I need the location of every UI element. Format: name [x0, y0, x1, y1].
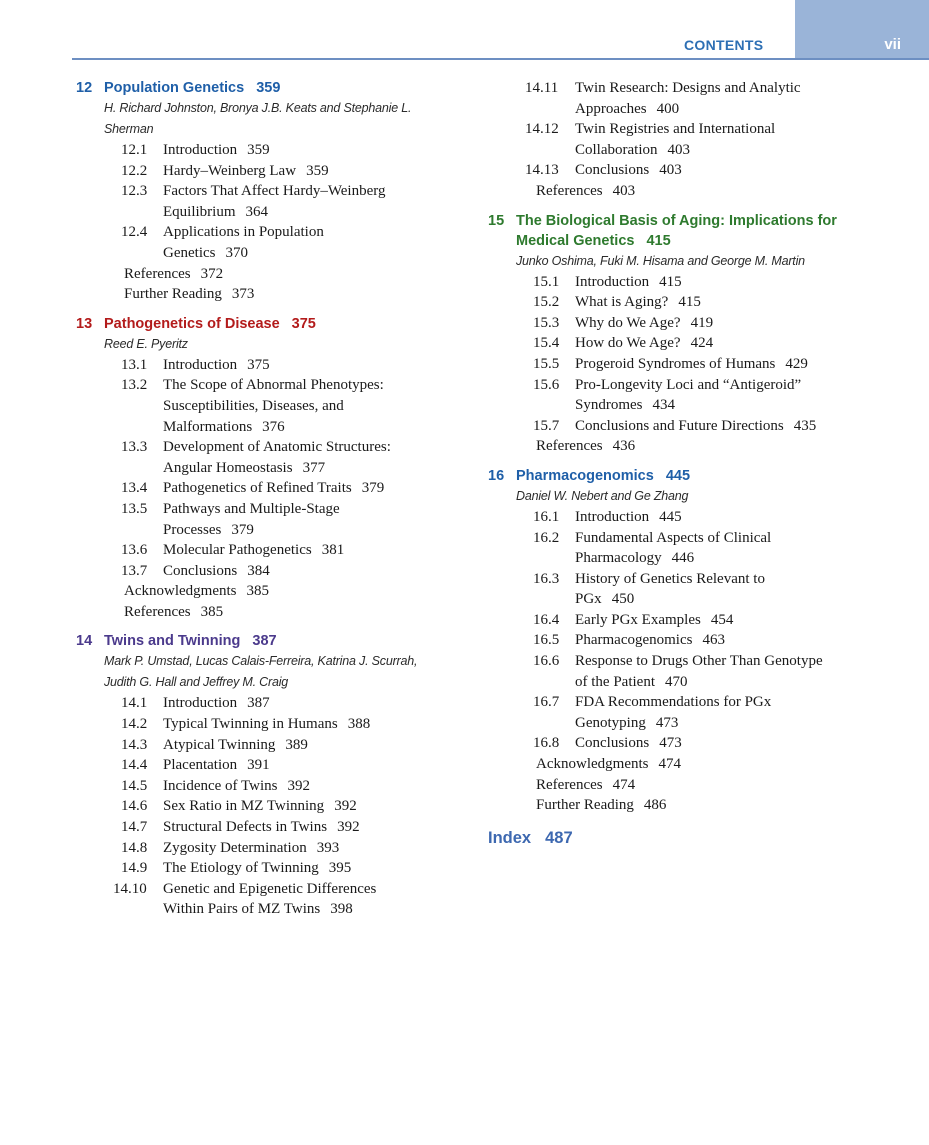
chapter-number: 16 — [488, 467, 505, 484]
section-number: 14.6 — [121, 798, 148, 815]
section-number: 14.12 — [525, 121, 559, 138]
section-page: 470 — [664, 673, 688, 690]
section-number: 15.6 — [533, 376, 560, 393]
section-title: Incidence of Twins — [163, 777, 278, 794]
section-page: 400 — [656, 100, 680, 117]
chapter-page: 445 — [665, 467, 691, 484]
toc-section-entry[interactable] — [76, 879, 456, 920]
section-page: 388 — [347, 716, 371, 733]
section-page: 379 — [361, 480, 385, 497]
section-title: What is Aging? — [575, 294, 669, 311]
section-title: Genotyping — [575, 714, 646, 731]
section-page: 384 — [247, 562, 270, 579]
toc-backmatter-entry[interactable] — [76, 264, 456, 285]
toc-section-entry[interactable] — [76, 437, 456, 478]
section-number: 15.2 — [533, 294, 560, 311]
section-title: Introduction — [163, 142, 238, 158]
section-title: The Etiology of Twinning — [163, 860, 319, 877]
index-page: 487 — [545, 828, 573, 847]
toc-section-entry[interactable] — [488, 313, 888, 334]
section-title: Introduction — [163, 356, 238, 373]
section-title: History of Genetics Relevant to — [575, 570, 765, 587]
toc-section-entry[interactable] — [76, 375, 456, 437]
toc-section-entry[interactable] — [76, 181, 456, 222]
section-number: 16.2 — [533, 529, 560, 546]
section-page: 473 — [655, 714, 679, 731]
toc-section-entry[interactable] — [488, 569, 888, 610]
toc-section-entry[interactable] — [76, 478, 456, 499]
toc-section-entry[interactable] — [76, 140, 456, 161]
section-title: Factors That Affect Hardy–Weinberg — [163, 183, 386, 200]
section-number: 15.4 — [533, 335, 560, 352]
section-number: 14.1 — [121, 695, 148, 712]
backmatter-label: Further Reading — [124, 286, 222, 303]
chapter-number: 14 — [76, 633, 93, 650]
section-title: Early PGx Examples — [575, 611, 701, 628]
section-title: Collaboration — [575, 141, 658, 158]
section-title: Response to Drugs Other Than Genotype — [575, 653, 823, 670]
section-title: Twin Registries and International — [575, 121, 776, 138]
section-title: Pathways and Multiple-Stage — [163, 500, 340, 517]
author-line: Daniel W. Nebert and Ge Zhang — [516, 488, 689, 503]
backmatter-page: 474 — [658, 756, 681, 773]
section-title: of the Patient — [575, 673, 655, 690]
backmatter-page: 474 — [612, 776, 636, 793]
section-page: 391 — [247, 757, 270, 774]
section-page: 392 — [334, 798, 357, 815]
section-title: PGx — [575, 591, 602, 608]
section-page: 446 — [671, 550, 695, 567]
toc-backmatter-entry[interactable] — [488, 795, 888, 816]
chapter-block — [76, 78, 456, 305]
section-number: 14.11 — [525, 80, 559, 96]
toc-section-entry[interactable] — [488, 416, 888, 437]
toc-section-entry[interactable] — [488, 354, 888, 375]
backmatter-page: 372 — [200, 265, 224, 282]
section-title: Twin Research: Designs and Analytic — [575, 80, 801, 96]
page-number: vii — [884, 36, 901, 53]
section-title: Applications in Population — [163, 224, 324, 241]
section-title: Placentation — [163, 757, 238, 774]
backmatter-label: References — [536, 182, 603, 199]
section-number: 12.1 — [121, 142, 148, 158]
section-title: Development of Anatomic Structures: — [163, 439, 391, 456]
section-title: Susceptibilities, Diseases, and — [163, 397, 344, 414]
section-title: Zygosity Determination — [163, 839, 307, 856]
section-number: 13.4 — [121, 480, 148, 497]
backmatter-page: 436 — [612, 438, 636, 455]
chapter-number: 12 — [76, 80, 93, 96]
section-page: 375 — [247, 356, 270, 373]
chapter-authors — [488, 486, 888, 507]
chapter-title-text: Population Genetics — [104, 80, 245, 96]
section-page: 392 — [287, 777, 310, 794]
chapter-page: 375 — [291, 315, 316, 332]
section-title: Malformations — [163, 418, 253, 435]
toc-section-entry[interactable] — [76, 161, 456, 182]
section-number: 16.4 — [533, 611, 560, 628]
toc-section-entry[interactable] — [76, 817, 456, 838]
toc-backmatter-entry[interactable] — [76, 284, 456, 305]
index-label: Index — [488, 828, 532, 847]
section-title: Genetic and Epigenetic Differences — [163, 880, 377, 897]
section-page: 387 — [247, 695, 270, 712]
section-number: 14.3 — [121, 736, 148, 753]
toc-backmatter-entry[interactable] — [488, 775, 888, 796]
toc-section-entry[interactable] — [488, 78, 888, 119]
author-line: Sherman — [104, 122, 154, 136]
toc-section-entry[interactable] — [488, 160, 888, 181]
toc-section-entry[interactable] — [76, 796, 456, 817]
section-page: 419 — [690, 314, 714, 331]
toc-section-entry[interactable] — [76, 355, 456, 376]
section-title: Conclusions — [575, 162, 650, 179]
section-number: 14.13 — [525, 162, 559, 179]
author-line: Junko Oshima, Fuki M. Hisama and George M. Martin — [516, 253, 805, 268]
section-page: 364 — [245, 203, 268, 220]
section-number: 15.5 — [533, 355, 560, 372]
section-number: 14.10 — [113, 880, 147, 897]
section-number: 16.6 — [533, 653, 560, 670]
chapter-title-text: The Biological Basis of Aging: Implications for Medical Genetics — [516, 212, 837, 249]
section-page: 379 — [231, 521, 254, 538]
chapter-block — [76, 631, 456, 920]
chapter-block-continued — [488, 78, 888, 202]
section-page: 434 — [652, 397, 675, 414]
toc-section-entry[interactable] — [488, 292, 888, 313]
section-title: Introduction — [575, 508, 650, 525]
toc-section-entry[interactable] — [488, 119, 888, 160]
toc-section-entry[interactable] — [488, 272, 888, 293]
section-number: 14.9 — [121, 860, 148, 877]
section-page: 403 — [667, 141, 690, 158]
section-title: Typical Twinning in Humans — [163, 716, 338, 733]
toc-section-entry[interactable] — [488, 733, 888, 754]
backmatter-page: 385 — [246, 583, 269, 600]
toc-section-entry[interactable] — [76, 561, 456, 582]
section-number: 16.5 — [533, 632, 560, 649]
section-page: 393 — [316, 839, 340, 856]
section-number: 13.1 — [121, 356, 148, 373]
chapter-title[interactable] — [488, 466, 888, 486]
chapter-authors — [76, 98, 456, 140]
section-number: 13.3 — [121, 439, 148, 456]
backmatter-page: 373 — [231, 286, 255, 303]
section-title: How do We Age? — [575, 335, 681, 352]
chapter-page: 387 — [252, 633, 277, 650]
toc-section-entry[interactable] — [76, 714, 456, 735]
chapter-title[interactable] — [76, 314, 456, 334]
folio-box — [795, 0, 929, 58]
section-number: 16.3 — [533, 570, 560, 587]
section-title: Hardy–Weinberg Law — [163, 162, 297, 179]
section-page: 377 — [302, 459, 326, 476]
header-rule — [72, 58, 929, 60]
author-line: H. Richard Johnston, Bronya J.B. Keats and Stephanie L. — [104, 101, 412, 115]
section-title: Genetics — [163, 244, 216, 261]
section-number: 14.8 — [121, 839, 148, 856]
toc-backmatter-entry[interactable] — [76, 602, 456, 623]
section-number: 16.8 — [533, 735, 560, 752]
section-title: Conclusions and Future Directions — [575, 417, 784, 434]
section-title: Syndromes — [575, 397, 643, 414]
chapter-title[interactable] — [488, 211, 888, 251]
section-number: 13.5 — [121, 500, 148, 517]
backmatter-page: 403 — [612, 182, 636, 199]
toc-backmatter-entry[interactable] — [488, 436, 888, 457]
section-page: 429 — [785, 355, 808, 372]
section-page: 463 — [702, 632, 725, 649]
toc-section-entry[interactable] — [76, 222, 456, 263]
section-title: Pharmacogenomics — [575, 632, 693, 649]
toc-section-entry[interactable] — [488, 333, 888, 354]
index-entry[interactable] — [488, 827, 888, 849]
section-number: 16.7 — [533, 694, 560, 711]
backmatter-label: Further Reading — [536, 797, 634, 814]
backmatter-page: 486 — [643, 797, 667, 814]
toc-section-entry[interactable] — [488, 651, 888, 692]
section-number: 13.6 — [121, 542, 148, 559]
running-head: CONTENTS — [684, 37, 764, 53]
section-title: Pharmacology — [575, 550, 662, 567]
section-title: FDA Recommendations for PGx — [575, 694, 772, 711]
section-number: 13.2 — [121, 377, 148, 394]
toc-section-entry[interactable] — [76, 776, 456, 797]
section-title: Pro-Longevity Loci and “Antigeroid” — [575, 376, 802, 393]
section-page: 398 — [330, 901, 353, 918]
section-title: Structural Defects in Twins — [163, 819, 328, 836]
backmatter-label: References — [536, 776, 603, 793]
section-title: Why do We Age? — [575, 314, 681, 331]
backmatter-label: Acknowledgments — [124, 583, 237, 600]
section-title: The Scope of Abnormal Phenotypes: — [163, 377, 384, 394]
section-number: 14.2 — [121, 716, 148, 733]
section-number: 13.7 — [121, 562, 148, 579]
section-title: Equilibrium — [163, 203, 236, 220]
toc-section-entry[interactable] — [488, 610, 888, 631]
chapter-title[interactable] — [76, 78, 456, 98]
section-page: 450 — [611, 591, 635, 608]
author-line: Judith G. Hall and Jeffrey M. Craig — [104, 675, 289, 690]
section-title: Conclusions — [163, 562, 238, 579]
section-page: 359 — [247, 142, 270, 158]
section-number: 15.1 — [533, 273, 560, 290]
section-number: 12.3 — [121, 183, 148, 200]
section-number: 15.3 — [533, 314, 560, 331]
chapter-authors — [76, 334, 456, 355]
toc-section-entry[interactable] — [488, 692, 888, 733]
toc-section-entry[interactable] — [488, 507, 888, 528]
toc-section-entry[interactable] — [76, 838, 456, 859]
section-page: 392 — [337, 819, 360, 836]
section-number: 14.7 — [121, 819, 148, 836]
author-line: Mark P. Umstad, Lucas Calais-Ferreira, Katrina J. Scurrah, — [104, 654, 418, 669]
section-page: 415 — [678, 294, 701, 311]
section-number: 15.7 — [533, 417, 560, 434]
section-title: Progeroid Syndromes of Humans — [575, 355, 776, 372]
chapter-block — [488, 466, 888, 816]
section-page: 454 — [710, 611, 734, 628]
toc-section-entry[interactable] — [76, 540, 456, 561]
backmatter-label: References — [536, 438, 603, 455]
backmatter-label: References — [124, 265, 191, 282]
section-title: Atypical Twinning — [163, 736, 276, 753]
section-page: 424 — [690, 335, 714, 352]
section-number: 12.2 — [121, 162, 148, 179]
section-title: Approaches — [575, 100, 647, 117]
toc-section-entry[interactable] — [76, 755, 456, 776]
toc-column-left — [76, 78, 456, 920]
section-title: Within Pairs of MZ Twins — [163, 901, 321, 918]
section-number: 14.4 — [121, 757, 148, 774]
toc-section-entry[interactable] — [76, 735, 456, 756]
chapter-title-text: Twins and Twinning — [104, 633, 241, 650]
toc-section-entry[interactable] — [76, 858, 456, 879]
backmatter-page: 385 — [200, 603, 224, 620]
chapter-title-text: Pathogenetics of Disease — [104, 315, 280, 332]
section-page: 389 — [285, 736, 308, 753]
section-page: 435 — [793, 417, 817, 434]
section-page: 473 — [659, 735, 682, 752]
toc-section-entry[interactable] — [488, 630, 888, 651]
section-number: 16.1 — [533, 508, 560, 525]
chapter-page: 415 — [646, 232, 671, 249]
section-title: Introduction — [575, 273, 650, 290]
section-title: Introduction — [163, 695, 238, 712]
section-title: Molecular Pathogenetics — [163, 542, 312, 559]
section-title: Processes — [163, 521, 222, 538]
toc-section-entry[interactable] — [76, 499, 456, 540]
backmatter-label: Acknowledgments — [536, 756, 649, 773]
section-page: 403 — [659, 162, 682, 179]
section-title: Sex Ratio in MZ Twinning — [163, 798, 325, 815]
section-page: 359 — [306, 162, 329, 179]
section-title: Fundamental Aspects of Clinical — [575, 529, 772, 546]
chapter-authors — [76, 651, 456, 693]
section-page: 376 — [262, 418, 285, 435]
section-page: 445 — [659, 508, 682, 525]
section-page: 370 — [225, 244, 248, 261]
chapter-authors — [488, 251, 888, 272]
toc-section-entry[interactable] — [488, 528, 888, 569]
chapter-number: 15 — [488, 212, 505, 229]
chapter-title-text: Pharmacogenomics — [516, 467, 654, 484]
section-number: 14.5 — [121, 777, 148, 794]
author-line: Reed E. Pyeritz — [104, 336, 188, 351]
section-page: 415 — [659, 273, 682, 290]
section-title: Pathogenetics of Refined Traits — [163, 480, 352, 497]
section-page: 381 — [321, 542, 345, 559]
section-title: Conclusions — [575, 735, 650, 752]
chapter-block — [488, 211, 888, 457]
toc-section-entry[interactable] — [76, 693, 456, 714]
backmatter-label: References — [124, 603, 191, 620]
chapter-page: 359 — [256, 80, 281, 96]
chapter-title[interactable] — [76, 631, 456, 651]
toc-backmatter-entry[interactable] — [488, 754, 888, 775]
toc-column-right — [488, 78, 888, 849]
toc-backmatter-entry[interactable] — [488, 181, 888, 202]
section-page: 395 — [328, 860, 352, 877]
chapter-number: 13 — [76, 315, 93, 332]
toc-section-entry[interactable] — [488, 375, 888, 416]
chapter-block — [76, 314, 456, 623]
section-title: Angular Homeostasis — [163, 459, 293, 476]
toc-backmatter-entry[interactable] — [76, 581, 456, 602]
section-number: 12.4 — [121, 224, 148, 241]
